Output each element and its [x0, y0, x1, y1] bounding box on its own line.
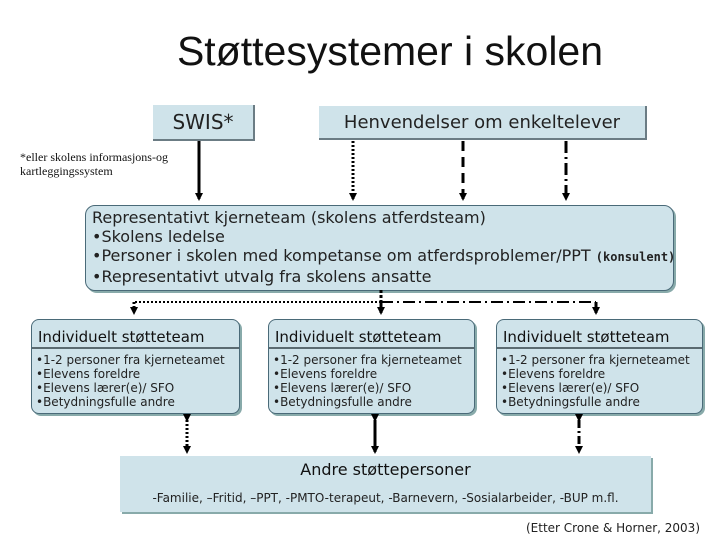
footnote-line-1: *eller skolens informasjons-og	[20, 150, 168, 164]
core-team-item: •Skolens ledelse	[92, 227, 225, 246]
other-support-title: Andre støttepersoner	[300, 460, 471, 479]
core-team-item: •Representativt utvalg fra skolens ansatte	[92, 267, 432, 286]
support-team-item: •1-2 personer fra kjerneteamet	[501, 353, 690, 367]
support-team-item: •Elevens foreldre	[36, 367, 141, 381]
support-team-item: •Elevens lærer(e)/ SFO	[273, 381, 412, 395]
support-team-item: •Elevens lærer(e)/ SFO	[501, 381, 640, 395]
consultant-note: (konsulent)	[595, 250, 676, 264]
swis-label: SWIS*	[172, 110, 234, 134]
support-team-item: •Betydningsfulle andre	[273, 395, 412, 409]
support-team-title: Individuelt støtteteam	[269, 320, 474, 349]
referrals-label: Henvendelser om enkeltelever	[343, 111, 621, 133]
core-team-title: Representativt kjerneteam (skolens atferdsteam)	[92, 208, 486, 227]
support-team-item: •1-2 personer fra kjerneteamet	[273, 353, 462, 367]
support-team-title: Individuelt støtteteam	[497, 320, 702, 349]
support-team-item: •Betydningsfulle andre	[501, 395, 640, 409]
footnote-line-2: kartleggingssystem	[20, 164, 113, 178]
support-team-item: •1-2 personer fra kjerneteamet	[36, 353, 225, 367]
support-team-item: •Elevens foreldre	[501, 367, 606, 381]
citation: (Etter Crone & Horner, 2003)	[525, 521, 700, 535]
page-title: Støttesystemer i skolen	[176, 28, 604, 74]
other-support-list: -Familie, –Fritid, –PPT, -PMTO-terapeut, -Barnevern, -Sosialarbeider, -BUP m.fl.	[152, 491, 619, 505]
support-team-title: Individuelt støtteteam	[32, 320, 239, 349]
core-team-item: •Personer i skolen med kompetanse om atferdsproblemer/PPT (konsulent)	[92, 246, 676, 265]
support-team-item: •Elevens foreldre	[273, 367, 378, 381]
support-team-item: •Betydningsfulle andre	[36, 395, 175, 409]
support-team-item: •Elevens lærer(e)/ SFO	[36, 381, 175, 395]
